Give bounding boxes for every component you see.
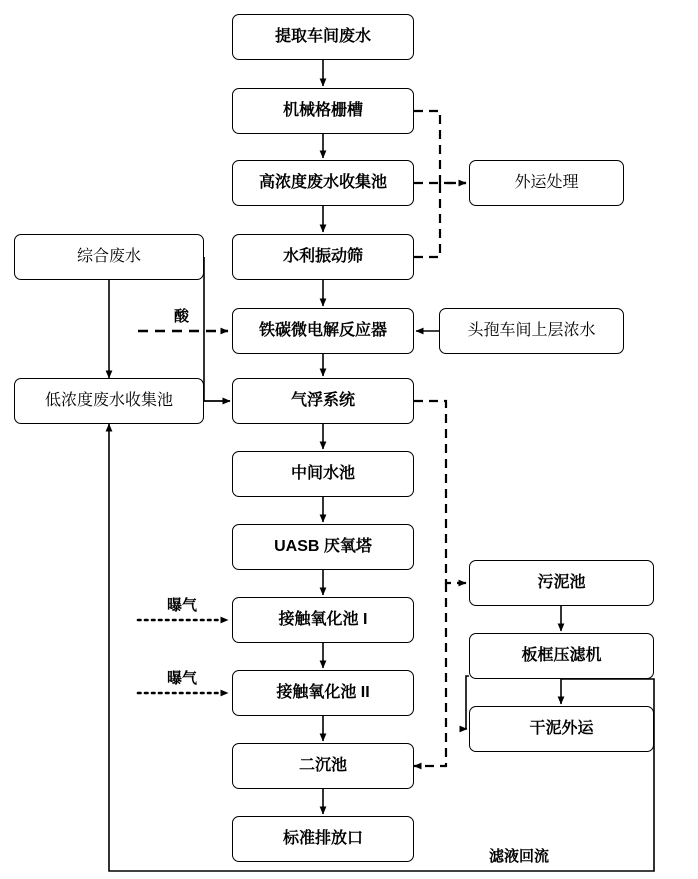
edge-label-acid: 酸: [174, 308, 190, 325]
node-sludge-pool[interactable]: [469, 560, 654, 606]
node-iron-carbon-reactor[interactable]: [232, 308, 414, 354]
node-uasb-tower[interactable]: [232, 524, 414, 570]
node-label: 标准排放口: [282, 829, 363, 847]
node-label: 板框压滤机: [521, 646, 602, 664]
node-high-concentration-tank[interactable]: [232, 160, 414, 206]
node-label: 污泥池: [537, 573, 586, 591]
node-label: 机械格栅槽: [282, 101, 363, 119]
node-offsite-treatment[interactable]: [469, 160, 624, 206]
node-label: 中间水池: [290, 464, 355, 482]
node-cephalosporin-concentrate[interactable]: [439, 308, 624, 354]
node-comprehensive-wastewater[interactable]: [14, 234, 204, 280]
node-label: 接触氧化池 II: [276, 683, 370, 701]
node-label: 水利振动筛: [282, 247, 363, 265]
node-label: 干泥外运: [529, 719, 594, 737]
node-label: 高浓度废水收集池: [258, 173, 387, 191]
node-label: 接触氧化池 I: [278, 610, 368, 628]
node-label: UASB 厌氧塔: [274, 537, 372, 555]
node-label: 气浮系统: [290, 391, 355, 409]
node-standard-outlet[interactable]: [232, 816, 414, 862]
node-label: 提取车间废水: [274, 27, 371, 45]
node-contact-oxidation-1[interactable]: [232, 597, 414, 643]
node-intermediate-pool[interactable]: [232, 451, 414, 497]
node-vibrating-screen[interactable]: [232, 234, 414, 280]
node-label: 二沉池: [298, 756, 347, 774]
edge-label-aeration-1: 曝气: [167, 597, 198, 614]
node-label: 外运处理: [514, 173, 579, 191]
node-dry-sludge-transport[interactable]: [469, 706, 654, 752]
node-label: 头孢车间上层浓水: [467, 321, 596, 339]
edge-label-filtrate-return: 滤液回流: [489, 848, 550, 865]
node-secondary-sedimentation[interactable]: [232, 743, 414, 789]
node-label: 低浓度废水收集池: [44, 391, 173, 409]
node-low-concentration-tank[interactable]: [14, 378, 204, 424]
edge-label-aeration-2: 曝气: [167, 670, 198, 687]
node-extraction-wastewater[interactable]: [232, 14, 414, 60]
node-contact-oxidation-2[interactable]: [232, 670, 414, 716]
node-plate-frame-filter-press[interactable]: [469, 633, 654, 679]
node-mechanical-grille[interactable]: [232, 88, 414, 134]
node-label: 铁碳微电解反应器: [258, 321, 387, 339]
node-flotation-system[interactable]: [232, 378, 414, 424]
node-label: 综合废水: [76, 247, 141, 265]
